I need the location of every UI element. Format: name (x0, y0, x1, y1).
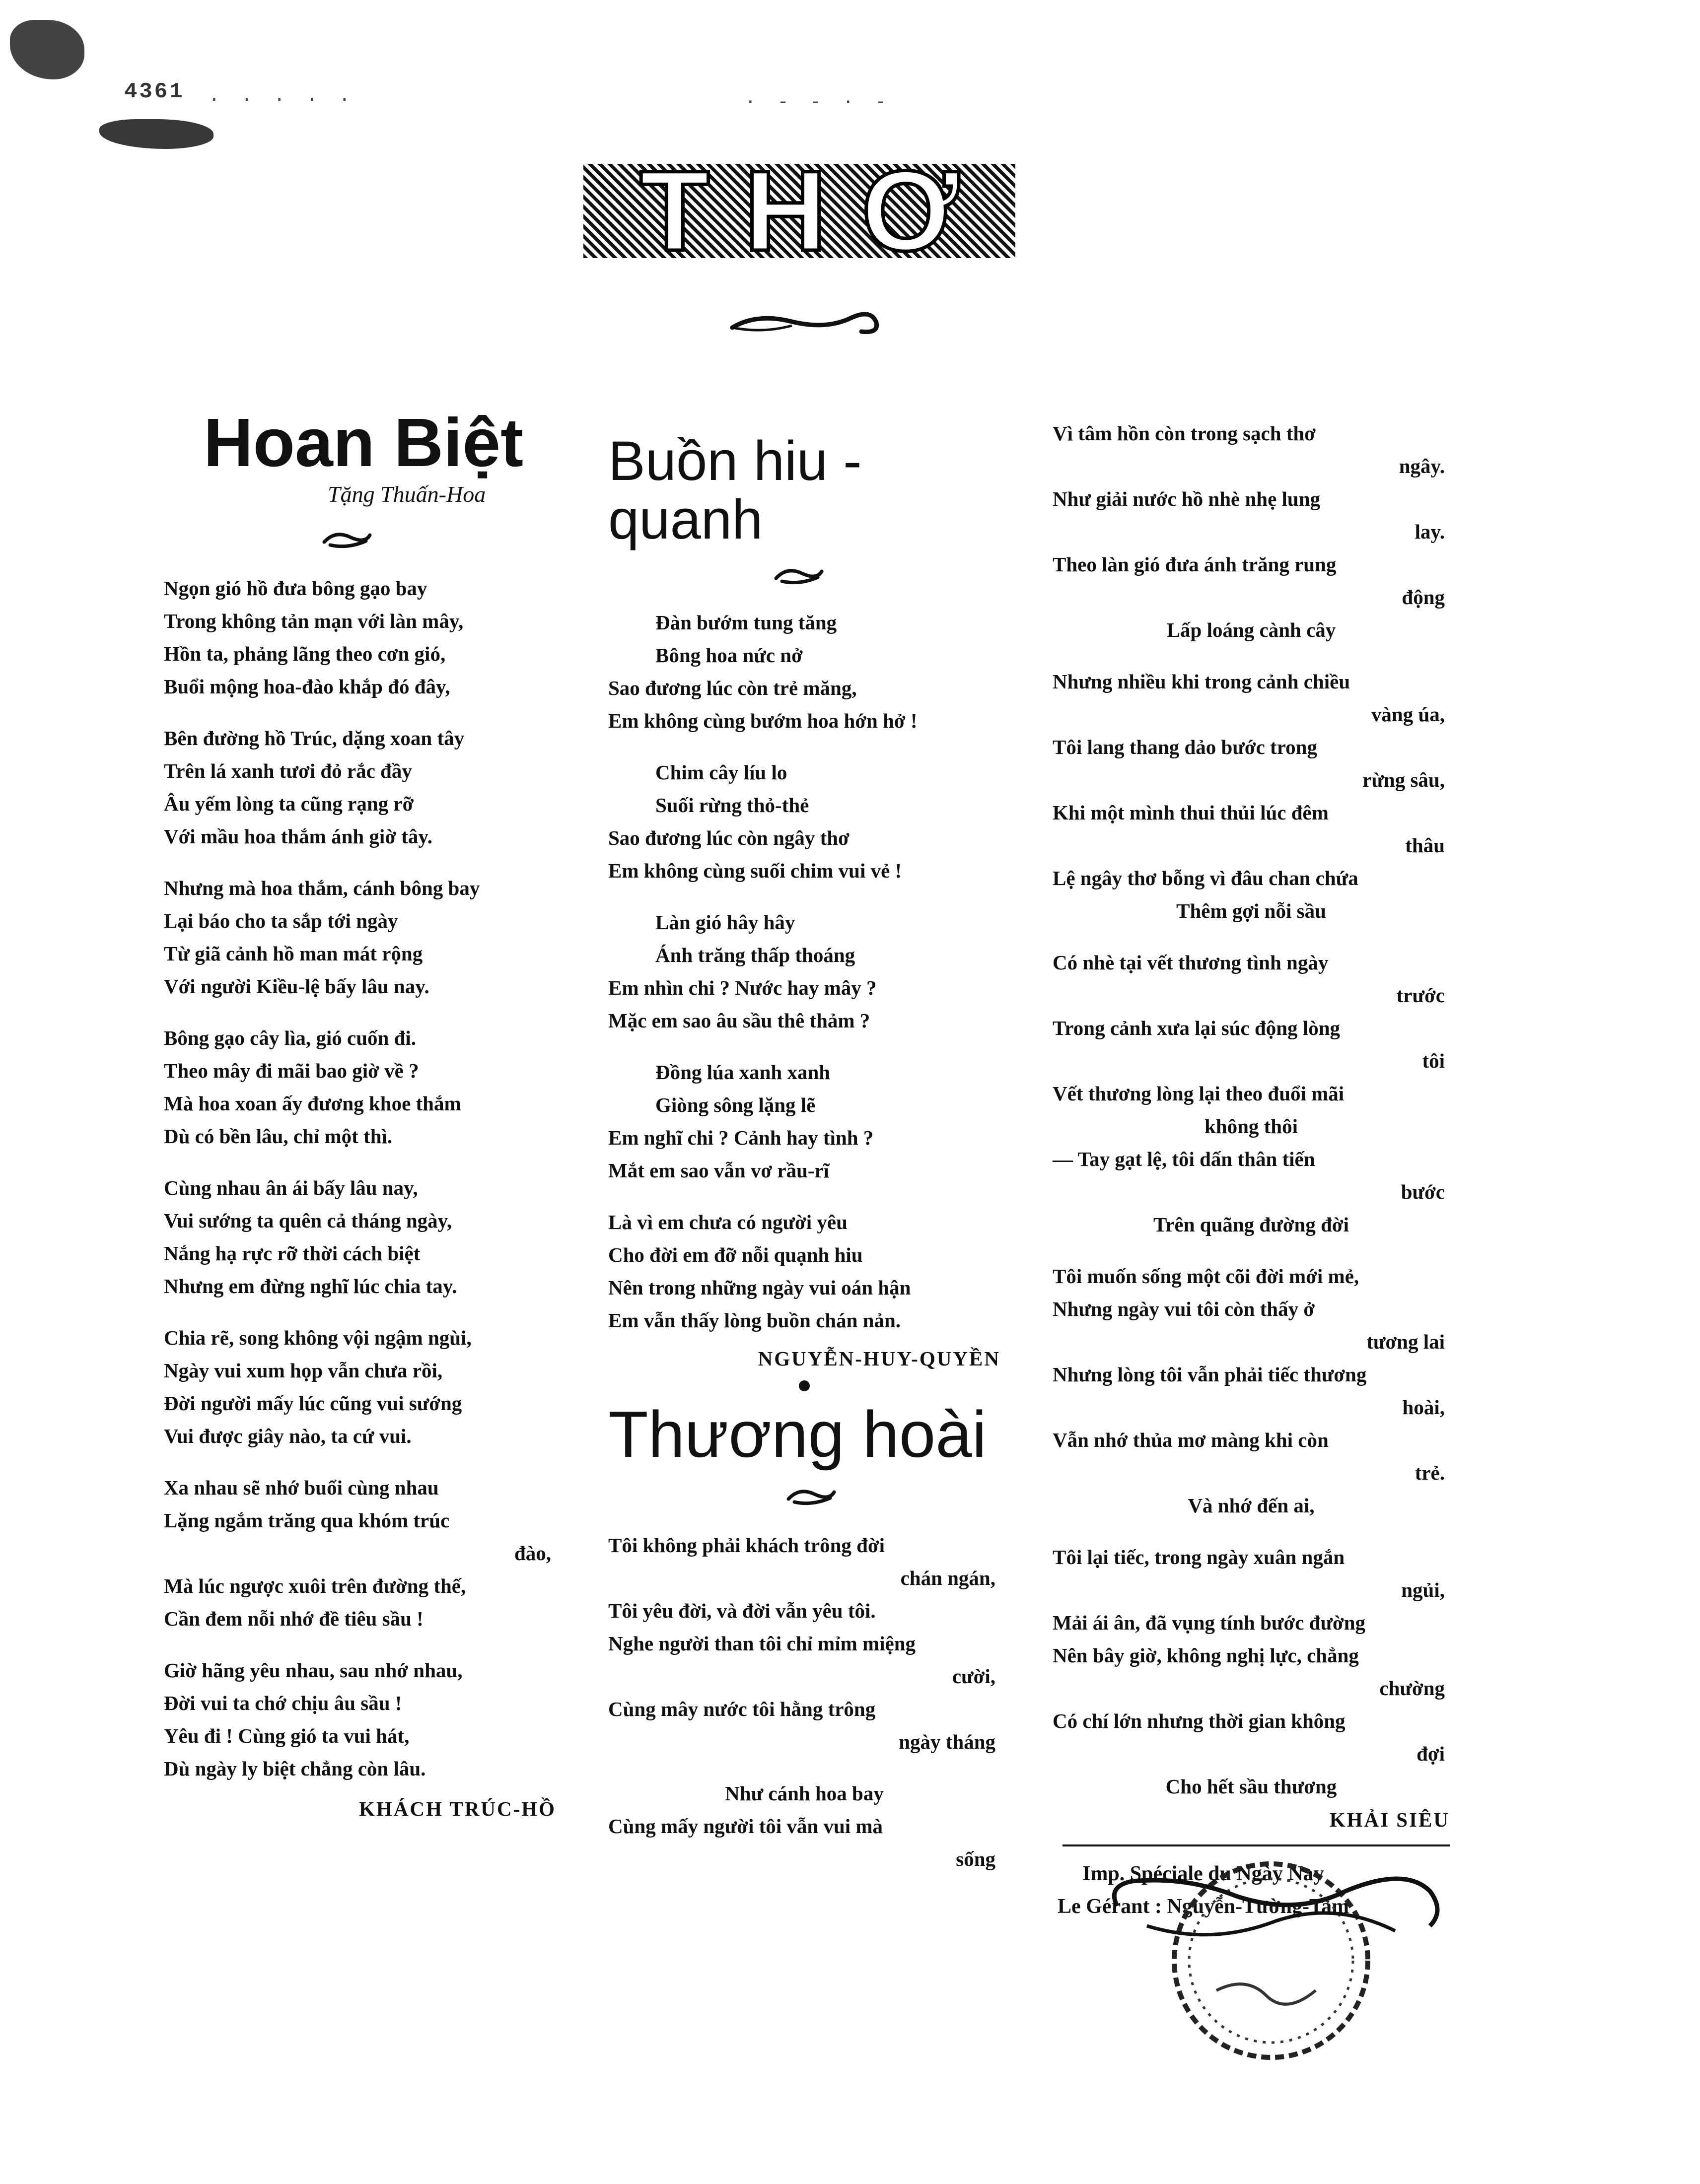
poem-line: Nhưng ngày vui tôi còn thấy ở (1053, 1297, 1315, 1320)
stanza (608, 606, 1000, 737)
poem-line-continuation: động (1402, 586, 1445, 609)
stanza (164, 1171, 556, 1302)
poem-line: Nghe người than tôi chỉ mỉm miệng (608, 1632, 916, 1655)
poem-line: Lại báo cho ta sắp tới ngày (164, 909, 398, 932)
poem-line: Tôi yêu đời, và đời vẫn yêu tôi. (608, 1599, 876, 1622)
poem-line: Nhưng nhiều khi trong cảnh chiều (1053, 670, 1350, 693)
poem-line-continuation: sống (956, 1847, 995, 1870)
small-flourish-icon (320, 527, 375, 552)
stanza (608, 1056, 1000, 1187)
poem-line: Cần đem nỗi nhớ đề tiêu sầu ! (164, 1607, 424, 1630)
poem-line: Có nhè tại vết thương tình ngày (1053, 951, 1329, 974)
poem-line: Tôi lại tiếc, trong ngày xuân ngắn (1053, 1546, 1345, 1569)
poem-line: Trên quãng đường đời (1153, 1213, 1349, 1236)
poem-line: Chim cây líu lo (655, 761, 787, 784)
poem-line-continuation: không thôi (1204, 1115, 1298, 1138)
poem-line: Đời người mấy lúc cũng vui sướng (164, 1391, 462, 1415)
poem-line-continuation: trẻ. (1415, 1461, 1445, 1484)
stanza (164, 722, 556, 853)
poem-line: Làn gió hây hây (655, 911, 795, 934)
poem-author: NGUYỄN-HUY-QUYỀN (758, 1347, 1000, 1370)
poem-line: Khi một mình thui thủi lúc đêm (1053, 801, 1329, 824)
poem-line: Đời vui ta chớ chịu âu sầu ! (164, 1691, 402, 1714)
poem-line: Ngọn gió hồ đưa bông gạo bay (164, 576, 427, 600)
poem-hoan-biet (164, 407, 556, 1821)
poem-line: Mải ái ân, đã vụng tính bước đường (1053, 1611, 1366, 1634)
poem-line: Em nhìn chi ? Nước hay mây ? (608, 976, 877, 1000)
poem-line: Suối rừng thỏ-thẻ (655, 794, 809, 817)
poem-line: Vì tâm hồn còn trong sạch thơ (1053, 422, 1316, 445)
poem-line: Yêu đi ! Cùng gió ta vui hát, (164, 1724, 410, 1747)
flourish-ornament-icon (727, 303, 886, 342)
poem-line: Ngày vui xum họp vẫn chưa rồi, (164, 1359, 443, 1382)
poem-line: Cùng mấy người tôi vẫn vui mà (608, 1814, 883, 1838)
poem-line: Đồng lúa xanh xanh (655, 1061, 831, 1084)
poem-line: Nắng hạ rực rỡ thời cách biệt (164, 1241, 421, 1265)
small-flourish-icon (784, 1484, 839, 1509)
poem-line-continuation: rừng sâu, (1362, 768, 1445, 791)
poem-line: Với mầu hoa thắm ánh giờ tây. (164, 824, 432, 848)
poem-line-continuation: ngủi, (1401, 1578, 1445, 1601)
stanza (1053, 417, 1450, 646)
poem-line: Dù có bền lâu, chỉ một thì. (164, 1124, 393, 1148)
imprint-line: Le Gérant : Nguyễn-Tường-Tam (1058, 1895, 1349, 1918)
poem-line-continuation: bước (1401, 1180, 1445, 1203)
poem-line: Nhưng lòng tôi vẫn phải tiếc thương (1053, 1363, 1367, 1386)
stanza (164, 1321, 556, 1452)
poem-line: Bông gạo cây lìa, gió cuốn đi. (164, 1026, 417, 1049)
stanza (608, 756, 1000, 887)
poem-line: Nên bây giờ, không nghị lực, chẳng (1053, 1644, 1359, 1667)
poem-line: Từ giã cảnh hồ man mát rộng (164, 942, 423, 965)
stanza (164, 1654, 556, 1785)
poem-line: Cho đời em đỡ nỗi quạnh hiu (608, 1243, 863, 1267)
poem-line: Giòng sông lặng lẽ (655, 1093, 816, 1117)
poem-line: Có chí lớn nhưng thời gian không (1053, 1709, 1346, 1732)
poem-line: Cùng mây nước tôi hằng trông (608, 1697, 876, 1720)
section-title: THƠ (639, 147, 994, 274)
poem-line: Như giải nước hồ nhè nhẹ lung (1053, 487, 1321, 510)
poem-line: Âu yếm lòng ta cũng rạng rỡ (164, 792, 414, 815)
poem-line: Ánh trăng thấp thoáng (655, 944, 855, 967)
poem-line: Sao đương lúc còn trẻ măng, (608, 677, 857, 700)
poem-line: Là vì em chưa có người yêu (608, 1211, 848, 1234)
stanza (1053, 1541, 1450, 1803)
poem-line: Vui được giây nào, ta cứ vui. (164, 1424, 412, 1447)
poem-line: Mà hoa xoan ấy đương khoe thắm (164, 1092, 461, 1115)
poem-thuong-hoai-continued (1053, 417, 1450, 1923)
poem-line: Lặng ngắm trăng qua khóm trúc (164, 1508, 450, 1532)
poem-line: Nên trong những ngày vui oán hận (608, 1276, 911, 1299)
poem-line: Em vẫn thấy lòng buồn chán nản. (608, 1309, 901, 1332)
poem-line: Tôi không phải khách trông đời (608, 1533, 885, 1557)
poem-line: Mà lúc ngược xuôi trên đường thế, (164, 1574, 466, 1597)
poem-line: Buổi mộng hoa-đào khắp đó đây, (164, 675, 450, 698)
scan-smudge (99, 119, 213, 149)
poem-line: Em không cùng suối chim vui vẻ ! (608, 859, 902, 883)
poem-line: Trong không tản mạn với làn mây, (164, 609, 464, 632)
poem-line: Dù ngày ly biệt chẳng còn lâu. (164, 1757, 426, 1780)
small-flourish-icon (772, 563, 827, 588)
separator-dot (799, 1380, 810, 1391)
scan-smudge (10, 20, 84, 79)
poem-title: Buồn hiu - quanh (608, 430, 862, 550)
poem-line-continuation: tôi (1422, 1049, 1445, 1072)
section-title-banner (583, 147, 1015, 274)
poem-author: KHẢI SIÊU (1329, 1808, 1450, 1831)
poem-line: Tôi lang thang dảo bước trong (1053, 736, 1317, 758)
poem-line: Bông hoa nức nở (655, 644, 803, 667)
poem-line: Trên lá xanh tươi đỏ rắc đầy (164, 759, 412, 782)
poem-line: Cho hết sầu thương (1165, 1775, 1337, 1798)
poem-line: Lệ ngây thơ bỗng vì đâu chan chứa (1053, 867, 1358, 889)
stanza (164, 872, 556, 1003)
stanza (1053, 665, 1450, 927)
poem-line-continuation: chán ngán, (900, 1566, 995, 1589)
poem-line-continuation: ngày tháng (899, 1730, 995, 1753)
poem-line-continuation: thâu (1405, 834, 1445, 857)
poem-line: Nhưng mà hoa thắm, cánh bông bay (164, 876, 480, 899)
poem-line: Với người Kiều-lệ bấy lâu nay. (164, 974, 429, 998)
poem-line-continuation: lay. (1415, 520, 1445, 543)
poem-line-continuation: vàng úa, (1371, 703, 1445, 726)
poem-line: Tôi muốn sống một cõi đời mới mẻ, (1053, 1265, 1359, 1288)
poem-line: Theo làn gió đưa ánh trăng rung (1053, 553, 1337, 576)
column-middle (608, 432, 1000, 1894)
poem-line: Giờ hãng yêu nhau, sau nhớ nhau, (164, 1658, 463, 1682)
imprint-line: Imp. Spéciale du Ngày Nay (1082, 1862, 1324, 1885)
stanza (1053, 1260, 1450, 1522)
poem-line-continuation: hoài, (1402, 1396, 1445, 1419)
poem-line-continuation: cười, (952, 1664, 995, 1688)
poem-dedication: Tặng Thuấn-Hoa (328, 481, 486, 507)
stanza (608, 906, 1000, 1037)
stanza (608, 1206, 1000, 1337)
poem-line: Vui sướng ta quên cả tháng ngày, (164, 1209, 452, 1232)
poem-line: Em không cùng bướm hoa hớn hở ! (608, 709, 918, 733)
poem-line: Em nghĩ chi ? Cảnh hay tình ? (608, 1126, 874, 1150)
poem-line: Chia rẽ, song không vội ngậm ngùi, (164, 1326, 472, 1349)
poem-title: Thương hoài (608, 1398, 987, 1471)
scan-specks: · · · · · (209, 89, 355, 111)
poem-line: Vẫn nhớ thủa mơ màng khi còn (1053, 1429, 1329, 1451)
poem-author: KHÁCH TRÚC-HỒ (358, 1797, 556, 1820)
poem-line: Trong cảnh xưa lại súc động lòng (1053, 1017, 1341, 1039)
poem-line-continuation: đào, (514, 1541, 551, 1565)
poem-line: Đàn bướm tung tăng (655, 611, 837, 634)
poem-line: Như cánh hoa bay (725, 1781, 884, 1805)
poem-line: Xa nhau sẽ nhớ buổi cùng nhau (164, 1476, 439, 1499)
poem-line: Bên đường hồ Trúc, dặng xoan tây (164, 726, 465, 750)
stanza (164, 1471, 556, 1635)
stanza (608, 1529, 1000, 1758)
stanza (164, 1022, 556, 1153)
poem-line-continuation: tương lai (1366, 1330, 1445, 1353)
poem-line: Lấp loáng cành cây (1166, 618, 1336, 641)
poem-line-continuation: ngây. (1399, 455, 1445, 478)
poem-title: Hoan Biệt (204, 405, 524, 481)
poem-line: Theo mây đi mãi bao giờ về ? (164, 1059, 419, 1082)
poem-line-continuation: trước (1396, 984, 1445, 1007)
poem-line-continuation: chường (1379, 1677, 1445, 1700)
poem-line: Mặc em sao âu sầu thê thảm ? (608, 1009, 870, 1032)
poem-line: — Tay gạt lệ, tôi dấn thân tiến (1053, 1148, 1315, 1170)
poem-line: Nhưng em đừng nghĩ lúc chia tay. (164, 1274, 457, 1297)
page-number: 4361 (124, 79, 185, 104)
stanza (608, 1777, 1000, 1875)
scan-specks: · - - · - (745, 92, 892, 113)
poem-line: Sao đương lúc còn ngây thơ (608, 826, 850, 850)
poem-line: Cùng nhau ân ái bấy lâu nay, (164, 1176, 418, 1199)
publisher-stamp-icon (1087, 1827, 1445, 2065)
poem-line: Vết thương lòng lại theo đuổi mãi (1053, 1082, 1345, 1105)
poem-line-continuation: đợi (1417, 1742, 1445, 1765)
stanza (1053, 946, 1450, 1241)
poem-line: Và nhớ đến ai, (1188, 1494, 1315, 1517)
stanza (164, 572, 556, 703)
poem-line: Thêm gợi nỗi sầu (1176, 899, 1326, 922)
poem-line: Mắt em sao vẫn vơ rầu-rĩ (608, 1159, 830, 1182)
poem-line: Hồn ta, phảng lãng theo cơn gió, (164, 642, 446, 665)
